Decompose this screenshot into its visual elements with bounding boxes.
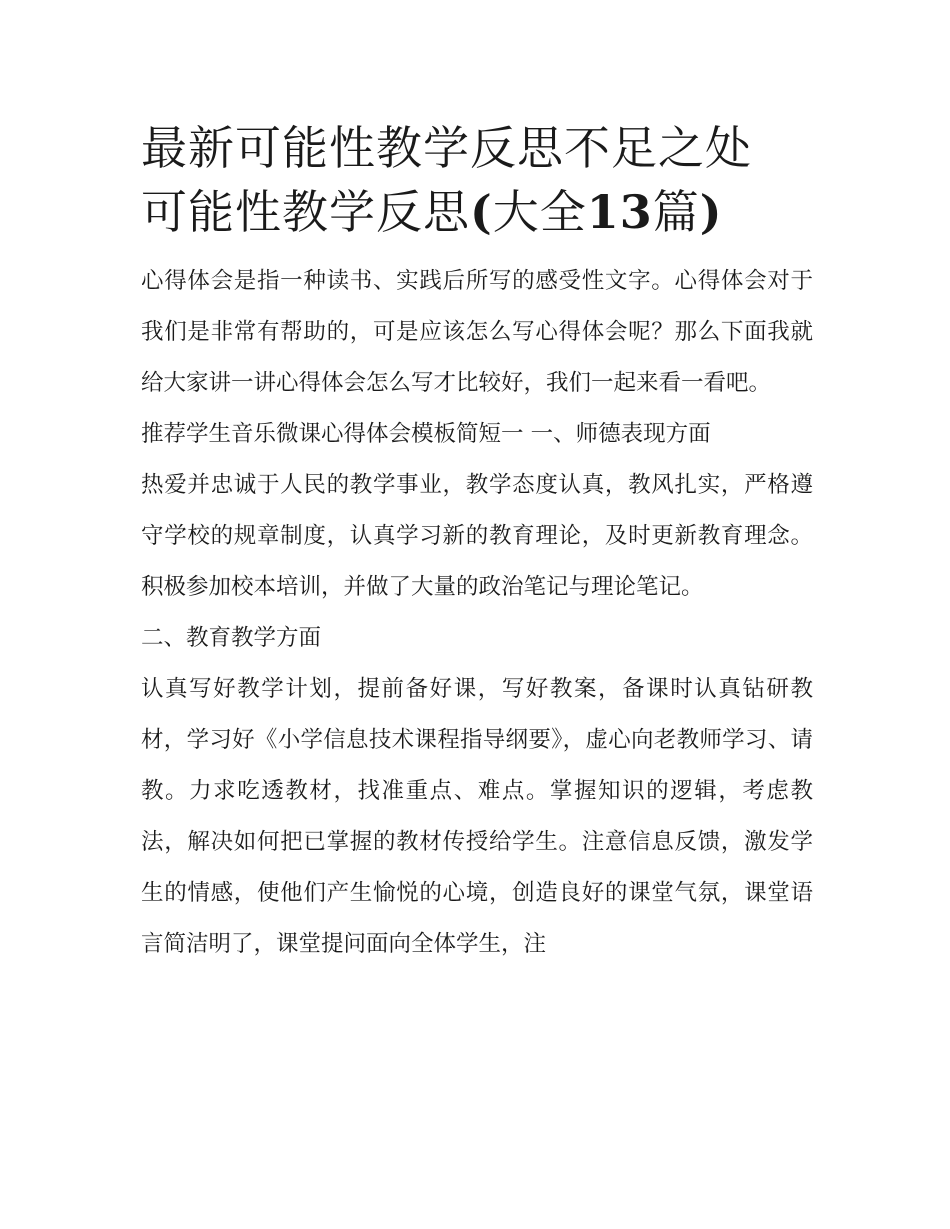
paragraph-intro: 心得体会是指一种读书、实践后所写的感受性文字。心得体会对于我们是非常有帮助的，可是应该怎么写心得体会呢？那么下面我就给大家讲一讲心得体会怎么写才比较好，我们一起来看一看吧。 xyxy=(141,268,813,396)
document-body xyxy=(141,256,813,970)
document-content xyxy=(141,116,813,970)
title-open-paren: ( xyxy=(470,185,493,239)
title-line-2-pian: 篇 xyxy=(652,185,700,239)
section-heading-teaching: 二、教育教学方面 xyxy=(141,625,322,651)
paragraph-teaching: 认真写好教学计划，提前备好课，写好教案，备课时认真钻研教材，学习好《小学信息技术课程指导纲要》，虚心向老教师学习、请教。力求吃透教材，找准重点、难点。掌握知识的逻辑，考虑教法，解决如何把已掌握的教材传授给学生。注意信息反馈，激发学生的情感，使他们产生愉悦的心境，创造良好的课堂气氛，课堂语言简洁明了，课堂提问面向全体学生，注 xyxy=(141,676,813,957)
paragraph-recommend-heading: 推荐学生音乐微课心得体会模板简短一 一、师德表现方面 xyxy=(141,421,711,447)
title-line-2-daquan: 大全 xyxy=(492,185,587,239)
title-close-paren: ) xyxy=(699,185,723,239)
title-line-1: 最新可能性教学反思不足之处 xyxy=(141,121,752,175)
document-title xyxy=(141,116,813,244)
title-line-2-main: 可能性教学反思 xyxy=(141,185,470,239)
paragraph-ethics: 热爱并忠诚于人民的教学事业，教学态度认真，教风扎实，严格遵守学校的规章制度，认真学习新的教育理论，及时更新教育理念。积极参加校本培训，并做了大量的政治笔记与理论笔记。 xyxy=(141,472,813,600)
title-line-2 xyxy=(141,180,813,244)
title-count: 13 xyxy=(586,185,653,239)
